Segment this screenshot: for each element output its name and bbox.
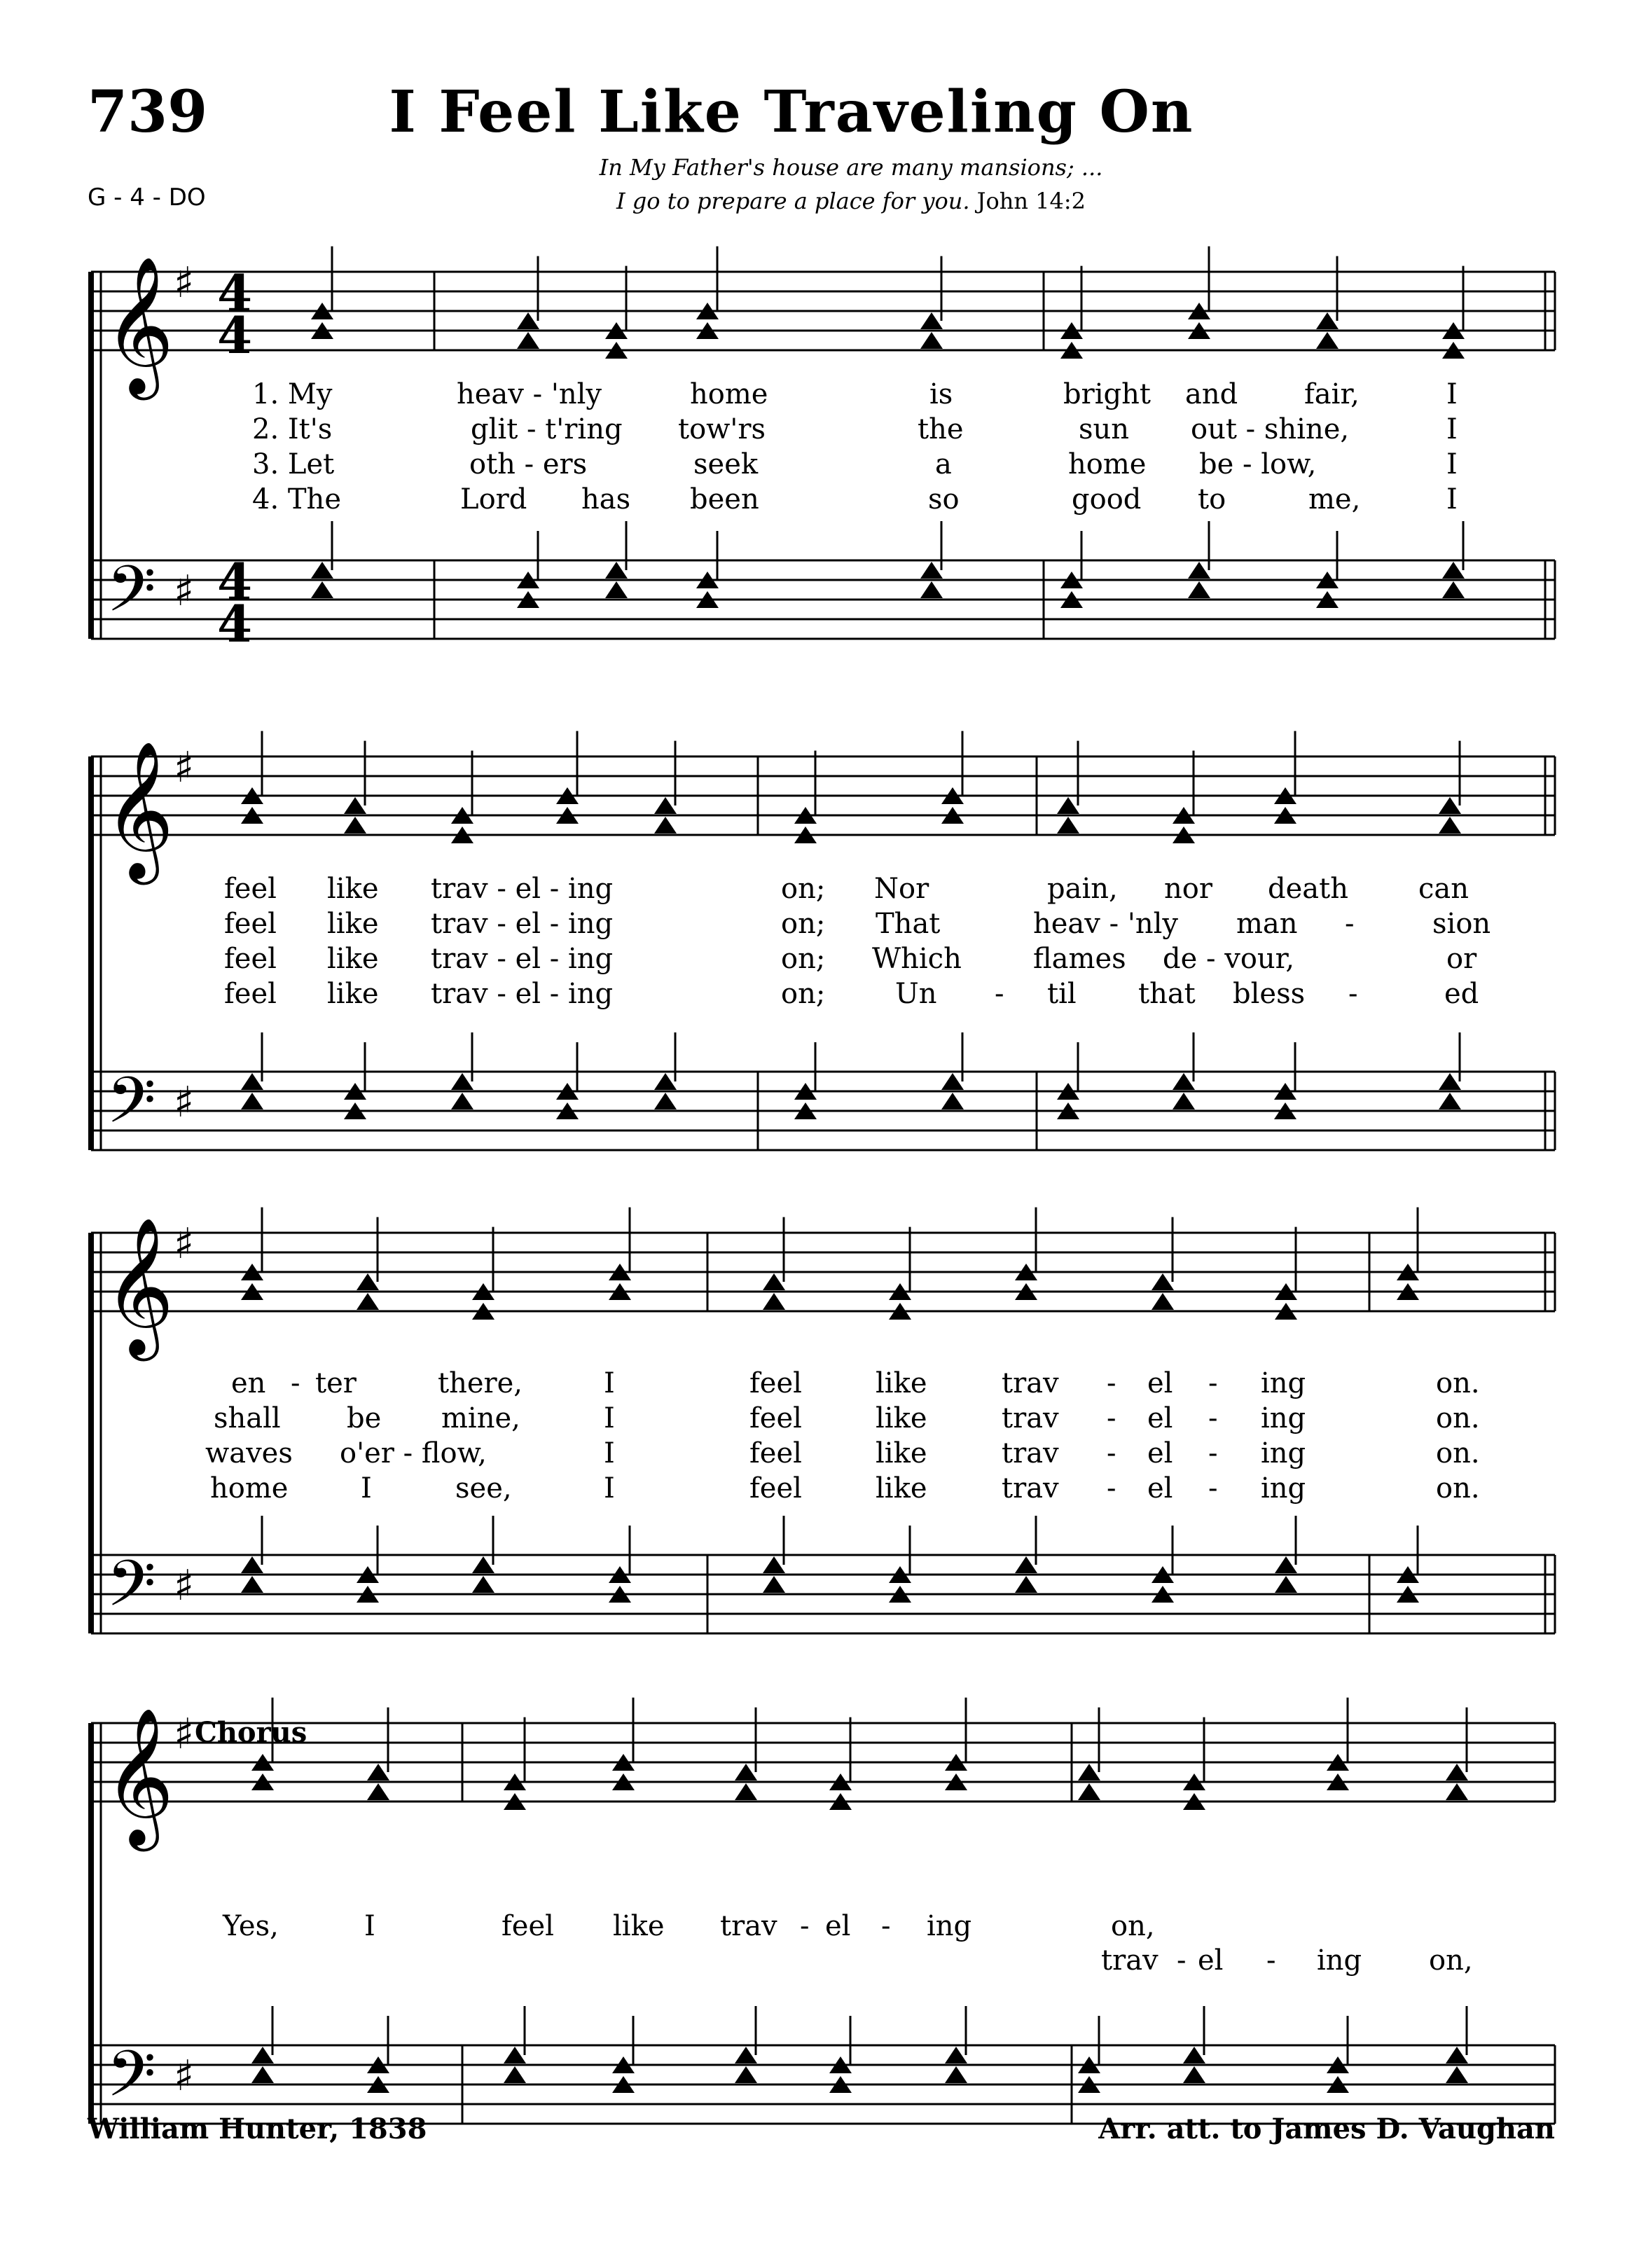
tenor-note-head <box>241 1073 263 1090</box>
lyric-s1-v2-2: glit - t'ring <box>471 413 623 445</box>
lyric-s1-v4-4: been <box>690 483 759 516</box>
lyric-s3-v3-1: waves <box>205 1437 293 1470</box>
lyric-s4-l2-2: - <box>1177 1944 1187 1977</box>
lyric-s3-v1-4: there, <box>438 1367 523 1399</box>
lyric-s4-l2-5: ing <box>1317 1944 1362 1977</box>
lyric-s2-v4-9: bless <box>1233 978 1306 1010</box>
lyric-s1-v3-3: seek <box>693 448 759 480</box>
sharp-key-icon: ♯ <box>174 743 195 792</box>
lyric-s1-v3-5: home <box>1068 448 1147 480</box>
lyric-s2-v3-2: like <box>327 943 379 975</box>
lyric-s2-v4-2: like <box>327 978 379 1010</box>
lyric-s4-l1-3: feel <box>502 1910 554 1942</box>
lyric-s3-v2-3: mine, <box>441 1402 520 1434</box>
lyric-s1-v1-5: bright <box>1063 378 1151 410</box>
soprano-note-head <box>1446 1764 1468 1780</box>
lyric-s2-v4-3: trav - el - ing <box>431 978 614 1010</box>
lyric-s3-v4-6: like <box>876 1472 927 1505</box>
lyric-s2-v3-6: flames <box>1033 943 1126 975</box>
lyric-s1-v1-1: 1. My <box>252 378 333 410</box>
lyric-s1-v3-4: a <box>935 448 952 480</box>
lyric-s2-v2-9: sion <box>1432 908 1491 940</box>
bass-note-head <box>1015 1576 1037 1593</box>
tenor-note-head <box>472 1556 495 1573</box>
lyric-s2-v3-7: de - vour, <box>1163 943 1295 975</box>
bass-note-head <box>1183 2066 1205 2083</box>
lyric-s3-v2-2: be <box>347 1402 382 1434</box>
soprano-note-head <box>367 1764 389 1780</box>
lyric-s3-v3-6: trav <box>1002 1437 1059 1470</box>
time-signature-top: 4 <box>217 263 253 323</box>
lyric-s4-l1-1: Yes, <box>223 1910 279 1942</box>
lyric-s2-v2-6: heav - 'nly <box>1033 908 1178 940</box>
lyric-s2-v4-1: feel <box>224 978 277 1010</box>
alto-note-head <box>654 817 677 834</box>
lyric-s4-l1-10: on, <box>1111 1910 1155 1942</box>
bass-note-head <box>1442 581 1465 598</box>
bass-note-head <box>1446 2066 1468 2083</box>
bass-clef-icon: 𝄢 <box>106 552 156 642</box>
lyric-s1-v2-6: out - shine, <box>1191 413 1350 445</box>
lyric-s3-v3-5: like <box>876 1437 927 1470</box>
lyric-s1-v1-2: heav - 'nly <box>457 378 602 410</box>
lyric-s4-l2-3: el <box>1198 1944 1224 1977</box>
alto-note-head <box>1446 1783 1468 1800</box>
alto-note-head <box>763 1293 785 1310</box>
lyric-s1-v1-7: fair, <box>1304 378 1360 410</box>
lyric-s3-v1-8: trav <box>1002 1367 1059 1399</box>
tenor-note-head <box>735 2047 757 2063</box>
lyric-s1-v3-2: oth - ers <box>469 448 588 480</box>
lyric-s2-v3-3: trav - el - ing <box>431 943 614 975</box>
lyric-s2-v2-7: man <box>1236 908 1298 940</box>
lyric-s3-v2-9: el <box>1147 1402 1173 1434</box>
time-signature-bottom: 4 <box>217 305 253 365</box>
lyric-s3-v3-9: - <box>1208 1437 1218 1470</box>
soprano-note-head <box>920 312 943 329</box>
hymn-number: 739 <box>88 78 208 146</box>
lyric-s3-v3-7: - <box>1107 1437 1116 1470</box>
tenor-note-head <box>1275 1556 1297 1573</box>
bass-note-head <box>241 1576 263 1593</box>
treble-clef-icon: 𝄞 <box>104 1217 174 1355</box>
tenor-note-head <box>241 1556 263 1573</box>
lyric-s2-v4-11: ed <box>1444 978 1479 1010</box>
lyric-s4-l1-8: - <box>881 1910 891 1942</box>
author-credit: William Hunter, 1838 <box>88 2113 427 2145</box>
lyric-s3-v2-6: like <box>876 1402 927 1434</box>
soprano-note-head <box>344 797 366 814</box>
lyric-s3-v1-10: el <box>1147 1367 1173 1399</box>
alto-note-head <box>344 817 366 834</box>
lyric-s4-l1-5: trav <box>720 1910 777 1942</box>
lyric-s4-l2-4: - <box>1266 1944 1276 1977</box>
lyric-s2-v1-6: pain, <box>1047 873 1118 905</box>
lyric-s1-v4-1: 4. The <box>252 483 341 516</box>
lyric-s2-v1-7: nor <box>1164 873 1212 905</box>
lyric-s1-v3-7: I <box>1446 448 1458 480</box>
bass-note-head <box>1173 1093 1195 1109</box>
lyric-s2-v4-4: on; <box>781 978 826 1010</box>
key-signature-label: G - 4 - DO <box>88 184 206 212</box>
lyric-s1-v4-2: Lord <box>460 483 527 516</box>
bass-clef-icon: 𝄢 <box>106 1547 156 1636</box>
lyric-s3-v1-2: - <box>291 1367 300 1399</box>
bass-note-head <box>1439 1093 1461 1109</box>
lyric-s1-v1-8: I <box>1446 378 1458 410</box>
tenor-note-head <box>920 562 943 579</box>
lyric-s4-l1-2: I <box>364 1910 375 1942</box>
tenor-note-head <box>451 1073 473 1090</box>
lyric-s2-v4-5: Un <box>895 978 937 1010</box>
lyric-s2-v2-5: That <box>876 908 941 940</box>
bass-note-head <box>941 1093 964 1109</box>
lyric-s3-v3-8: el <box>1147 1437 1173 1470</box>
lyric-s2-v1-2: like <box>327 873 379 905</box>
lyric-s2-v3-8: or <box>1446 943 1477 975</box>
lyric-s3-v4-4: I <box>604 1472 615 1505</box>
bass-note-head <box>451 1093 473 1109</box>
lyric-s1-v4-7: to <box>1198 483 1226 516</box>
clefs <box>104 256 252 2127</box>
lyric-s2-v2-4: on; <box>781 908 826 940</box>
arranger-credit: Arr. att. to James D. Vaughan <box>1098 2113 1555 2145</box>
lyric-s3-v4-7: trav <box>1002 1472 1059 1505</box>
tenor-note-head <box>1442 562 1465 579</box>
soprano-note-head <box>735 1764 757 1780</box>
lyric-s1-v2-1: 2. It's <box>252 413 333 445</box>
sharp-key-icon: ♯ <box>174 1078 195 1127</box>
lyric-s3-v1-7: like <box>876 1367 927 1399</box>
alto-note-head <box>367 1783 389 1800</box>
lyric-s3-v2-5: feel <box>749 1402 802 1434</box>
bass-note-head <box>605 581 628 598</box>
treble-clef-icon: 𝄞 <box>104 256 174 394</box>
bass-note-head <box>945 2066 967 2083</box>
lyric-s1-v3-6: be - low, <box>1199 448 1317 480</box>
lyric-s4-l2-1: trav <box>1101 1944 1159 1977</box>
lyric-s3-v4-9: el <box>1147 1472 1173 1505</box>
bass-clef-icon: 𝄢 <box>106 2037 156 2127</box>
tenor-note-head <box>945 2047 967 2063</box>
lyric-s1-v1-4: is <box>929 378 953 410</box>
lyric-s1-v4-8: me, <box>1308 483 1361 516</box>
lyric-s3-v3-2: o'er - flow, <box>340 1437 487 1470</box>
sharp-key-icon: ♯ <box>174 1561 195 1610</box>
soprano-note-head <box>1316 312 1339 329</box>
lyric-s2-v4-7: til <box>1047 978 1077 1010</box>
alto-note-head <box>357 1293 379 1310</box>
lyric-s3-v2-1: shall <box>214 1402 281 1434</box>
lyric-s1-v4-3: has <box>581 483 631 516</box>
tenor-note-head <box>654 1073 677 1090</box>
bass-note-head <box>920 581 943 598</box>
treble-clef-icon: 𝄞 <box>104 740 174 879</box>
bass-clef-icon: 𝄢 <box>106 1063 156 1153</box>
lyric-s4-l1-7: el <box>825 1910 851 1942</box>
alto-note-head <box>1151 1293 1174 1310</box>
tenor-note-head <box>605 562 628 579</box>
lyric-s3-v2-10: - <box>1208 1402 1218 1434</box>
lyric-s2-v3-1: feel <box>224 943 277 975</box>
soprano-note-head <box>1078 1764 1100 1780</box>
lyric-s1-v2-4: the <box>918 413 964 445</box>
lyric-s1-v3-1: 3. Let <box>252 448 335 480</box>
sharp-key-icon: ♯ <box>174 2052 195 2101</box>
alto-note-head <box>1316 332 1339 349</box>
note-heads <box>241 247 1468 2093</box>
time-signature-top: 4 <box>217 552 253 611</box>
soprano-note-head <box>1151 1273 1174 1290</box>
lyric-s2-v2-1: feel <box>224 908 277 940</box>
lyric-s3-v1-12: ing <box>1261 1367 1306 1399</box>
lyric-s2-v2-3: trav - el - ing <box>431 908 614 940</box>
scripture-quote: I go to prepare a place for you. <box>616 188 970 214</box>
lyric-s3-v1-3: ter <box>315 1367 357 1399</box>
lyric-s2-v4-8: that <box>1138 978 1196 1010</box>
lyric-s1-v1-6: and <box>1185 378 1238 410</box>
lyric-s3-v4-2: I <box>361 1472 372 1505</box>
lyric-s1-v2-7: I <box>1446 413 1458 445</box>
lyric-s3-v2-11: ing <box>1261 1402 1306 1434</box>
alto-note-head <box>1057 817 1079 834</box>
soprano-note-head <box>763 1273 785 1290</box>
alto-note-head <box>1078 1783 1100 1800</box>
tenor-note-head <box>1439 1073 1461 1090</box>
lyric-s1-v2-3: tow'rs <box>678 413 766 445</box>
hymn-title: I Feel Like Traveling On <box>389 78 1194 146</box>
lyric-s3-v2-7: trav <box>1002 1402 1059 1434</box>
tenor-note-head <box>1446 2047 1468 2063</box>
tenor-note-head <box>1173 1073 1195 1090</box>
sharp-key-icon: ♯ <box>174 258 195 307</box>
lyric-s1-v4-9: I <box>1446 483 1458 516</box>
soprano-note-head <box>1439 797 1461 814</box>
soprano-note-head <box>517 312 539 329</box>
lyric-s1-v1-3: home <box>690 378 768 410</box>
lyric-s3-v1-6: feel <box>749 1367 802 1399</box>
bass-note-head <box>504 2066 526 2083</box>
bass-note-head <box>735 2066 757 2083</box>
lyric-s2-v2-8: - <box>1345 908 1355 940</box>
lyric-s3-v4-1: home <box>210 1472 289 1505</box>
lyric-s2-v3-5: Which <box>872 943 962 975</box>
bass-note-head <box>1188 581 1210 598</box>
bass-note-head <box>763 1576 785 1593</box>
scripture-line-1: In My Father's house are many mansions; ... <box>599 154 1103 181</box>
treble-clef-icon: 𝄞 <box>104 1707 174 1846</box>
lyric-s3-v4-8: - <box>1107 1472 1116 1505</box>
bass-note-head <box>654 1093 677 1109</box>
lyric-s2-v4-10: - <box>1348 978 1358 1010</box>
lyric-s2-v1-4: on; <box>781 873 826 905</box>
lyric-s3-v4-10: - <box>1208 1472 1218 1505</box>
lyric-s2-v3-4: on; <box>781 943 826 975</box>
lyric-s2-v1-5: Nor <box>874 873 929 905</box>
bass-note-head <box>251 2066 274 2083</box>
bass-note-head <box>311 581 333 598</box>
tenor-note-head <box>941 1073 964 1090</box>
lyric-s1-v4-6: good <box>1072 483 1142 516</box>
lyric-s3-v3-10: ing <box>1261 1437 1306 1470</box>
lyric-s4-l2-6: on, <box>1429 1944 1473 1977</box>
lyric-s3-v3-11: on. <box>1436 1437 1480 1470</box>
lyric-s3-v3-4: feel <box>749 1437 802 1470</box>
alto-note-head <box>920 332 943 349</box>
chorus-label: Chorus <box>195 1716 307 1749</box>
lyric-s3-v1-13: on. <box>1436 1367 1480 1399</box>
lyric-s3-v2-8: - <box>1107 1402 1116 1434</box>
lyric-s3-v2-12: on. <box>1436 1402 1480 1434</box>
tenor-note-head <box>763 1556 785 1573</box>
scripture-reference: John 14:2 <box>976 188 1086 214</box>
lyric-s3-v4-12: on. <box>1436 1472 1480 1505</box>
alto-note-head <box>517 332 539 349</box>
tenor-note-head <box>251 2047 274 2063</box>
lyric-s2-v1-1: feel <box>224 873 277 905</box>
staff-lines <box>91 272 1555 2124</box>
lyric-s4-l1-6: - <box>800 1910 810 1942</box>
lyric-s1-v2-5: sun <box>1079 413 1130 445</box>
sharp-key-icon: ♯ <box>174 1219 195 1268</box>
tenor-note-head <box>1183 2047 1205 2063</box>
bass-note-head <box>241 1093 263 1109</box>
lyric-s2-v1-9: can <box>1418 873 1469 905</box>
lyric-s3-v1-11: - <box>1208 1367 1218 1399</box>
sharp-key-icon: ♯ <box>174 1710 195 1759</box>
lyric-s4-l1-4: like <box>613 1910 665 1942</box>
lyric-s3-v4-3: see, <box>455 1472 512 1505</box>
lyric-s2-v2-2: like <box>327 908 379 940</box>
lyric-s3-v4-5: feel <box>749 1472 802 1505</box>
lyric-s3-v2-4: I <box>604 1402 615 1434</box>
soprano-note-head <box>357 1273 379 1290</box>
lyric-s1-v4-5: so <box>928 483 960 516</box>
lyric-s3-v1-1: en <box>231 1367 266 1399</box>
lyric-s3-v4-11: ing <box>1261 1472 1306 1505</box>
tenor-note-head <box>504 2047 526 2063</box>
sharp-key-icon: ♯ <box>174 567 195 616</box>
alto-note-head <box>735 1783 757 1800</box>
bass-note-head <box>472 1576 495 1593</box>
lyric-s3-v3-3: I <box>604 1437 615 1470</box>
soprano-note-head <box>654 797 677 814</box>
bass-note-head <box>1275 1576 1297 1593</box>
time-signature-bottom: 4 <box>217 594 253 654</box>
lyric-s3-v1-5: I <box>604 1367 615 1399</box>
tenor-note-head <box>311 562 333 579</box>
lyric-s2-v4-6: - <box>995 978 1004 1010</box>
lyric-s2-v1-8: death <box>1268 873 1348 905</box>
lyric-s3-v1-9: - <box>1107 1367 1116 1399</box>
lyric-s2-v1-3: trav - el - ing <box>431 873 614 905</box>
tenor-note-head <box>1015 1556 1037 1573</box>
alto-note-head <box>1439 817 1461 834</box>
soprano-note-head <box>1057 797 1079 814</box>
lyric-s4-l1-9: ing <box>927 1910 972 1942</box>
tenor-note-head <box>1188 562 1210 579</box>
